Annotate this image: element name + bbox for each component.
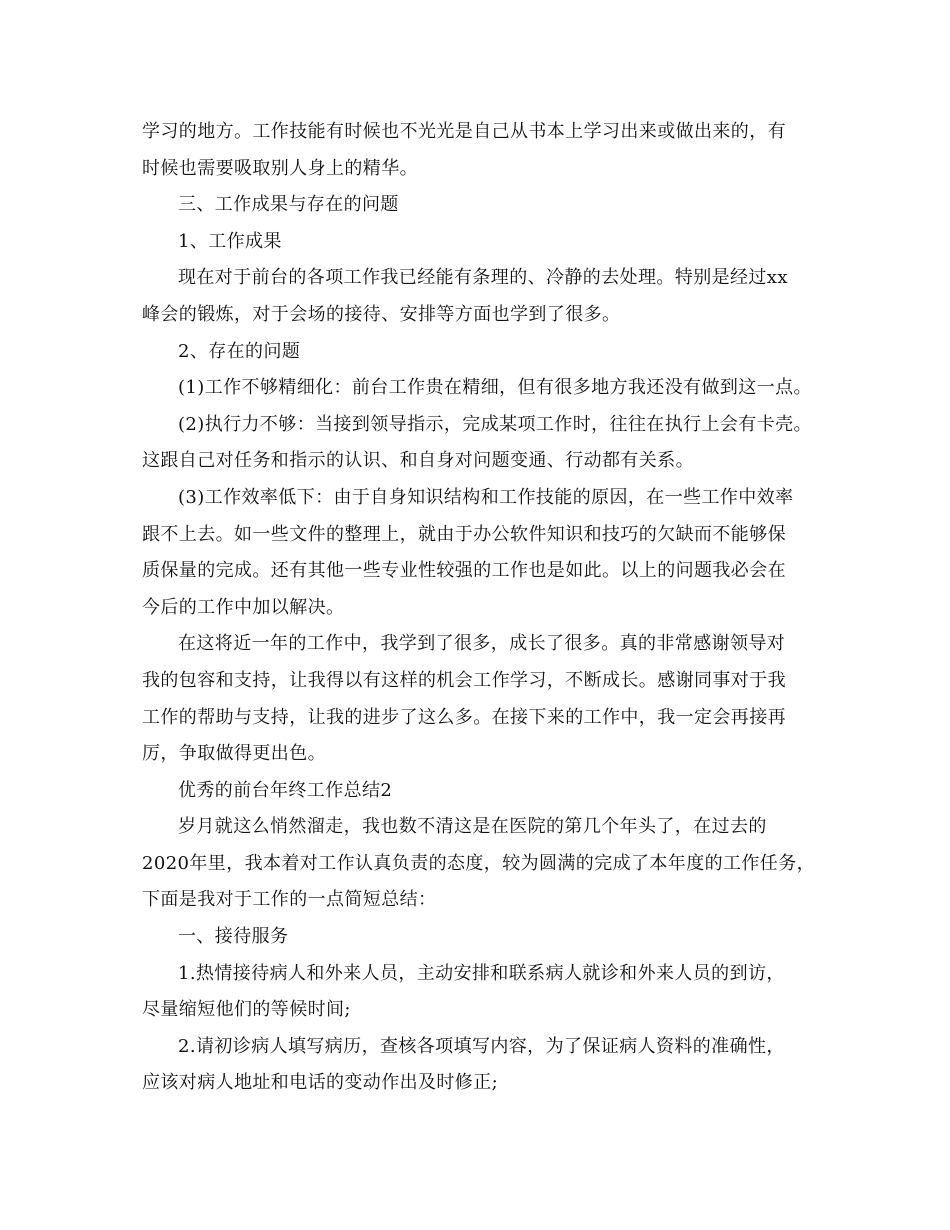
text-line: 在这将近一年的工作中，我学到了很多，成长了很多。真的非常感谢领导对: [178, 633, 786, 655]
text-line: 现在对于前台的各项工作我已经能有条理的、冷静的去处理。特别是经过xx: [178, 267, 788, 289]
text-line: (2)执行力不够：当接到领导指示，完成某项工作时，往往在执行上会有卡壳。: [178, 413, 812, 435]
text-line: 下面是我对于工作的一点简短总结：: [142, 889, 437, 911]
text-line: 应该对病人地址和电话的变动作出及时修正;: [142, 1072, 499, 1094]
text-line: 尽量缩短他们的等候时间;: [142, 999, 351, 1021]
text-line: 峰会的锻炼，对于会场的接待、安排等方面也学到了很多。: [142, 303, 621, 325]
text-line: (3)工作效率低下：由于自身知识结构和工作技能的原因，在一些工作中效率: [178, 486, 794, 508]
text-line: 我的包容和支持，让我得以有这样的机会工作学习，不断成长。感谢同事对于我: [142, 669, 786, 691]
text-line: 学习的地方。工作技能有时候也不光光是自己从书本上学习出来或做出来的，有: [142, 121, 786, 142]
subsection-heading: 2、存在的问题: [178, 340, 301, 362]
document-title: 优秀的前台年终工作总结2: [178, 779, 393, 801]
text-line: (1)工作不够精细化：前台工作贵在精细，但有很多地方我还没有做到这一点。: [178, 377, 812, 399]
text-line: 岁月就这么悄然溜走，我也数不清这是在医院的第几个年头了，在过去的: [178, 816, 767, 838]
text-line: 2.请初诊病人填写病历，查核各项填写内容，为了保证病人资料的准确性，: [178, 1035, 785, 1057]
document-body: [142, 114, 822, 1102]
section-heading: 三、工作成果与存在的问题: [178, 194, 399, 216]
text-line: 1.热情接待病人和外来人员，主动安排和联系病人就诊和外来人员的到访，: [178, 962, 785, 984]
text-line: 质保量的完成。还有其他一些专业性较强的工作也是如此。以上的问题我必会在: [142, 560, 786, 582]
section-heading: 一、接待服务: [178, 926, 289, 948]
text-line: 跟不上去。如一些文件的整理上，就由于办公软件知识和技巧的欠缺而不能够保: [142, 523, 786, 545]
text-line: 时候也需要吸取别人身上的精华。: [142, 157, 418, 179]
text-line: 2020年里，我本着对工作认真负责的态度，较为圆满的完成了本年度的工作任务，: [142, 852, 816, 874]
text-line: 今后的工作中加以解决。: [142, 596, 345, 618]
text-line: 厉，争取做得更出色。: [142, 743, 326, 765]
text-line: 工作的帮助与支持，让我的进步了这么多。在接下来的工作中，我一定会再接再: [142, 706, 786, 728]
subsection-heading: 1、工作成果: [178, 230, 282, 252]
text-line: 这跟自己对任务和指示的认识、和自身对问题变通、行动都有关系。: [142, 450, 694, 472]
